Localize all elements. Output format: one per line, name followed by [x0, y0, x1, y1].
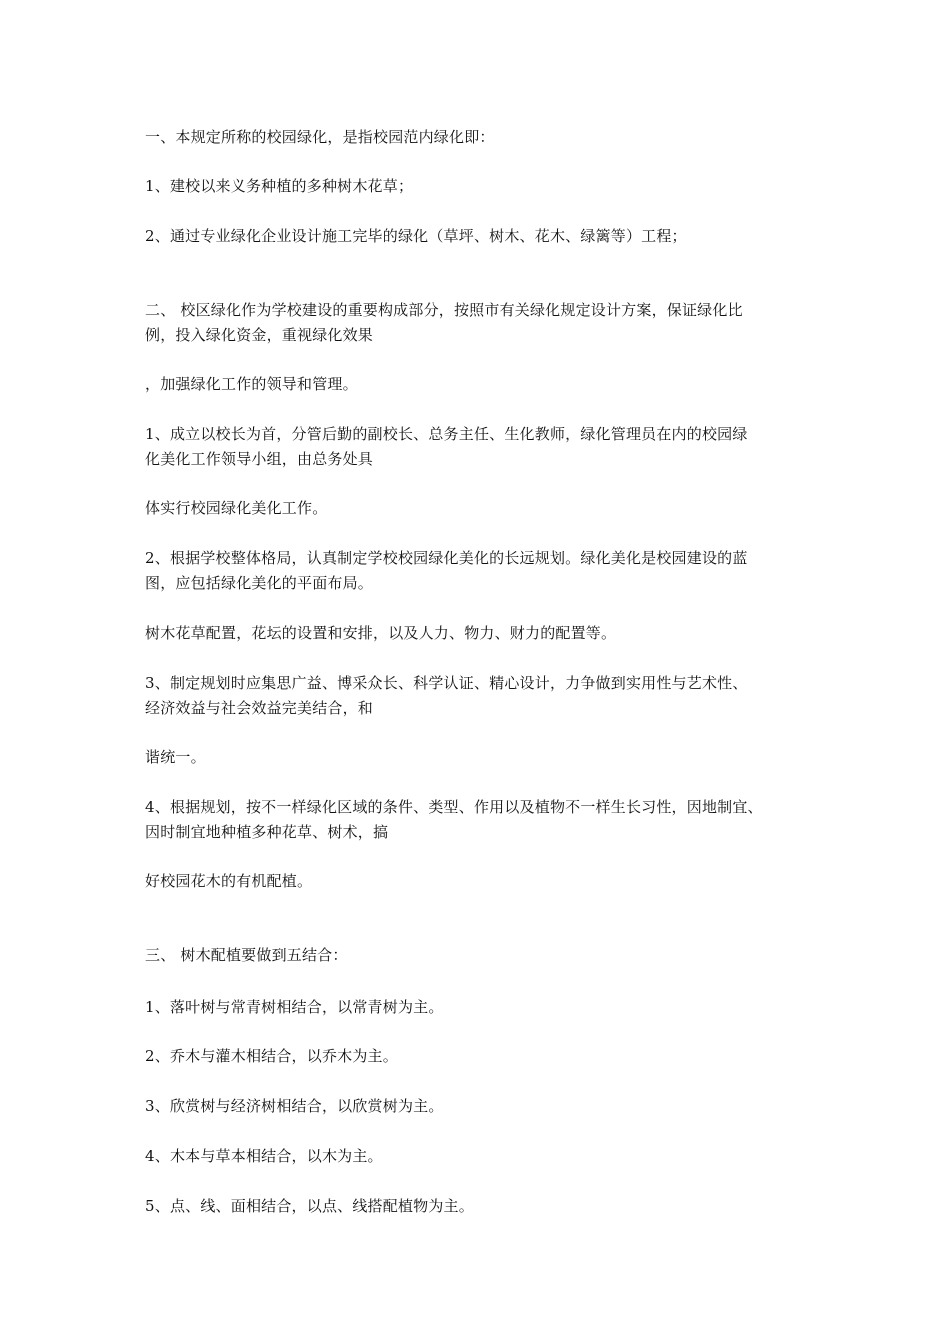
- section-2-item-3-line-2: 经济效益与社会效益完美结合，和: [145, 699, 374, 717]
- section-2-heading-line-3: ，加强绿化工作的领导和管理。: [145, 375, 358, 393]
- section-3-item-5: 5、点、线、面相结合，以点、线搭配植物为主。: [145, 1197, 474, 1215]
- section-3-item-1: 1、落叶树与常青树相结合，以常青树为主。: [145, 998, 444, 1016]
- section-1-item-2: 2、通过专业绿化企业设计施工完毕的绿化（草坪、树木、花木、绿篱等）工程；: [145, 227, 687, 245]
- section-2-item-2-line-1: 2、根据学校整体格局，认真制定学校校园绿化美化的长远规划。绿化美化是校园建设的蓝: [145, 549, 748, 567]
- section-2-item-3-line-1: 3、制定规划时应集思广益、博采众长、科学认证、精心设计，力争做到实用性与艺术性、: [145, 674, 748, 692]
- section-2-item-3-line-3: 谐统一。: [145, 748, 206, 766]
- section-2-item-4-line-1: 4、根据规划，按不一样绿化区域的条件、类型、作用以及植物不一样生长习性，因地制宜、: [145, 798, 763, 816]
- section-2-item-1-line-2: 化美化工作领导小组，由总务处具: [145, 450, 374, 468]
- section-2-heading-line-2: 例，投入绿化资金，重视绿化效果: [145, 326, 374, 344]
- section-1-item-1: 1、建校以来义务种植的多种树木花草；: [145, 177, 414, 195]
- section-2-item-4-line-3: 好校园花木的有机配植。: [145, 872, 313, 890]
- section-3-item-3: 3、欣赏树与经济树相结合，以欣赏树为主。: [145, 1097, 444, 1115]
- section-2-heading-line-1: 二、 校区绿化作为学校建设的重要构成部分，按照市有关绿化规定设计方案，保证绿化比: [145, 301, 743, 319]
- section-3-item-4: 4、木本与草本相结合，以木为主。: [145, 1147, 383, 1165]
- section-2-item-2-line-2: 图，应包括绿化美化的平面布局。: [145, 574, 374, 592]
- section-2-item-4-line-2: 因时制宜地种植多种花草、树术，搞: [145, 823, 389, 841]
- section-3-item-2: 2、乔木与灌木相结合，以乔木为主。: [145, 1047, 398, 1065]
- section-1-heading: 一、本规定所称的校园绿化，是指校园范内绿化即：: [145, 128, 495, 146]
- section-2-item-2-line-3: 树木花草配置，花坛的设置和安排，以及人力、物力、财力的配置等。: [145, 624, 617, 642]
- section-2-item-1-line-1: 1、成立以校长为首，分管后勤的副校长、总务主任、生化教师，绿化管理员在内的校园绿: [145, 425, 748, 443]
- section-2-item-1-line-3: 体实行校园绿化美化工作。: [145, 499, 328, 517]
- section-3-heading: 三、 树木配植要做到五结合：: [145, 946, 348, 964]
